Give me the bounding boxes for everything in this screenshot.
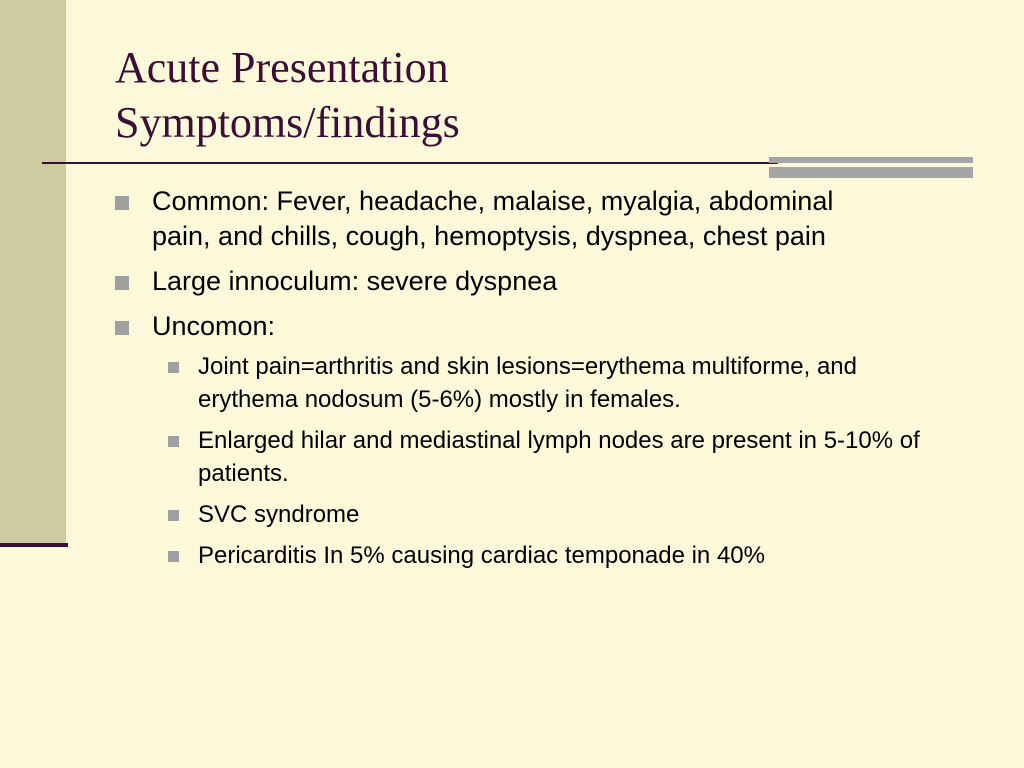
sub-bullet-list [152,350,995,572]
bullet-text: Common: Fever, headache, malaise, myalgia, abdominal pain, and chills, cough, hemoptysis, dyspnea, chest pain [152,186,834,251]
sub-list-item [152,424,995,490]
square-bullet-icon [168,510,179,521]
sidebar-decoration [0,0,66,543]
sub-list-item [152,350,995,416]
square-bullet-icon [115,321,129,335]
sub-bullet-text: SVC syndrome [198,501,360,528]
page-title [115,40,460,150]
title-line-2: Symptoms/findings [115,98,460,147]
accent-bar-top [769,157,973,163]
square-bullet-icon [115,276,129,290]
slide-content [115,184,995,582]
sub-list-item [152,498,995,531]
bullet-list [115,184,995,572]
sub-bullet-text: Joint pain=arthritis and skin lesions=erythema multiforme, and erythema nodosum (5-6%) mostly in females. [198,353,857,413]
square-bullet-icon [168,362,179,373]
list-item [115,264,995,299]
square-bullet-icon [168,436,179,447]
accent-bar-bottom [769,167,973,178]
sub-list-item [152,539,995,572]
sub-bullet-text: Pericarditis In 5% causing cardiac temponade in 40% [198,542,765,569]
title-line-1: Acute Presentation [115,43,449,92]
list-item [115,184,995,254]
sub-bullet-text: Enlarged hilar and mediastinal lymph nodes are present in 5-10% of patients. [198,427,920,487]
list-item [115,309,995,572]
bullet-text: Uncomon: [152,311,276,341]
sidebar-rule [0,543,68,547]
square-bullet-icon [115,196,129,210]
title-divider [42,162,778,164]
square-bullet-icon [168,551,179,562]
bullet-text: Large innoculum: severe dyspnea [152,266,558,296]
